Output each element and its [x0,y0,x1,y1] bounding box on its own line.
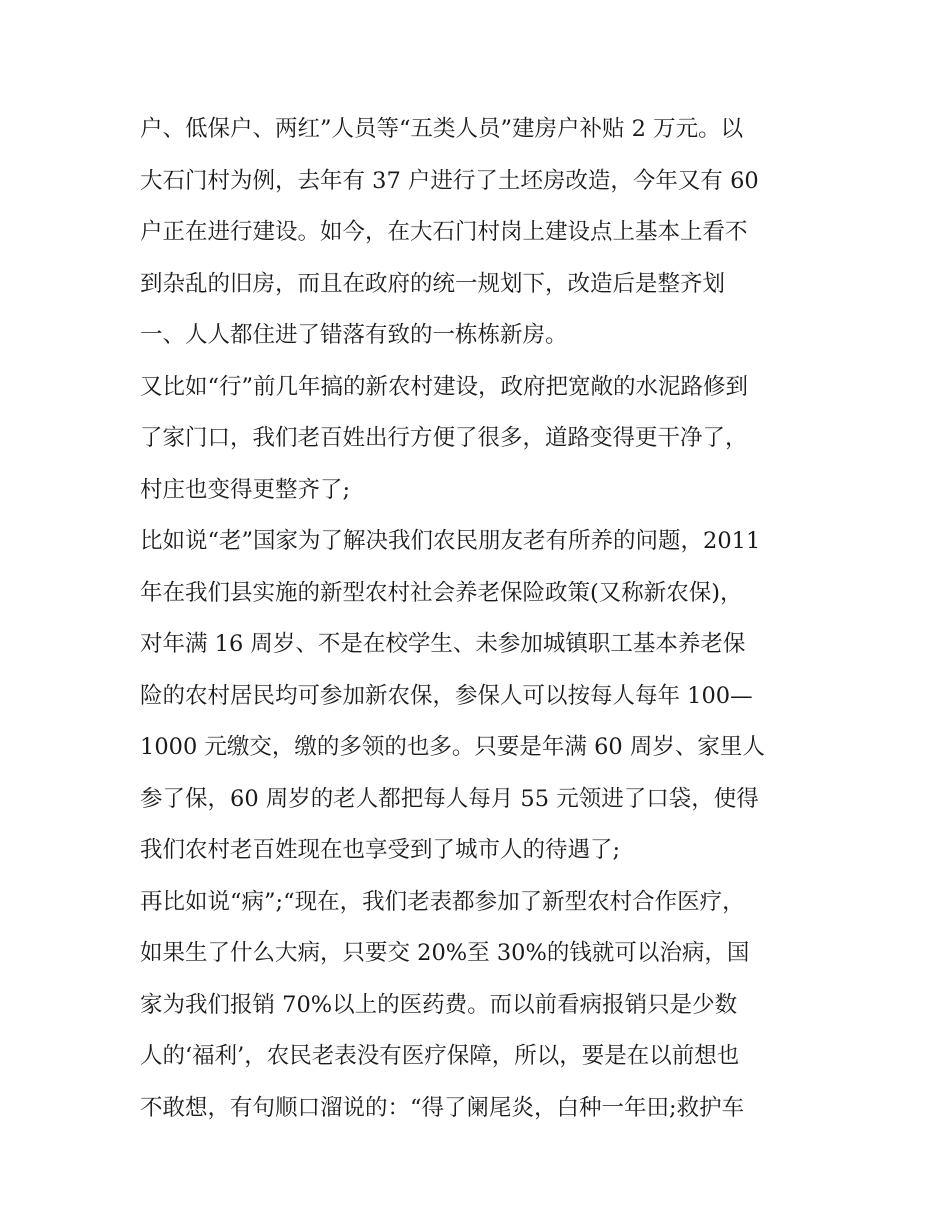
text-line: 村庄也变得更整齐了; [140,476,351,503]
text-line: 1000 元缴交，缴的多领的也多。只要是年满 60 周岁、家里人 [140,734,765,760]
text-line: 险的农村居民均可参加新农保，参保人可以按每人每年 100— [140,682,753,709]
text-line: 到杂乱的旧房，而且在政府的统一规划下，改造后是整齐划 [140,270,726,297]
text-line: 户、低保户、两红”人员等“五类人员”建房户补贴 2 万元。以 [140,116,744,142]
text-line: 又比如“行”前几年搞的新农村建设，政府把宽敞的水泥路修到 [140,373,749,400]
text-line: 家为我们报销 70%以上的医药费。而以前看病报销只是少数 [140,991,738,1018]
text-line: 如果生了什么大病，只要交 20%至 30%的钱就可以治病，国 [140,940,750,966]
text-line: 人的‘福利’，农民老表没有医疗保障，所以，要是在以前想也 [140,1043,740,1069]
text-line: 一、人人都住进了错落有致的一栋栋新房。 [140,322,568,348]
text-line: 户正在进行建设。如今，在大石门村岗上建设点上基本上看不 [140,219,748,245]
text-line: 大石门村为例，去年有 37 户进行了土坯房改造，今年又有 60 [140,167,759,194]
text-line: 年在我们县实施的新型农村社会养老保险政策(又称新农保)， [140,579,743,606]
body-text [140,104,820,1134]
text-line: 比如说“老”国家为了解决我们农民朋友老有所养的问题，2011 [140,528,761,554]
text-line: 了家门口，我们老百姓出行方便了很多，道路变得更干净了， [140,425,748,451]
text-line: 我们农村老百姓现在也享受到了城市人的待遇了; [140,837,621,863]
text-line: 不敢想，有句顺口溜说的：“得了阑尾炎，白种一年田;救护车 [140,1094,745,1121]
text-line: 再比如说“病”;“现在，我们老表都参加了新型农村合作医疗， [140,888,745,915]
text-line: 对年满 16 周岁、不是在校学生、未参加城镇职工基本养老保 [140,631,746,657]
text-line: 参了保，60 周岁的老人都把每人每月 55 元领进了口袋，使得 [140,785,759,812]
